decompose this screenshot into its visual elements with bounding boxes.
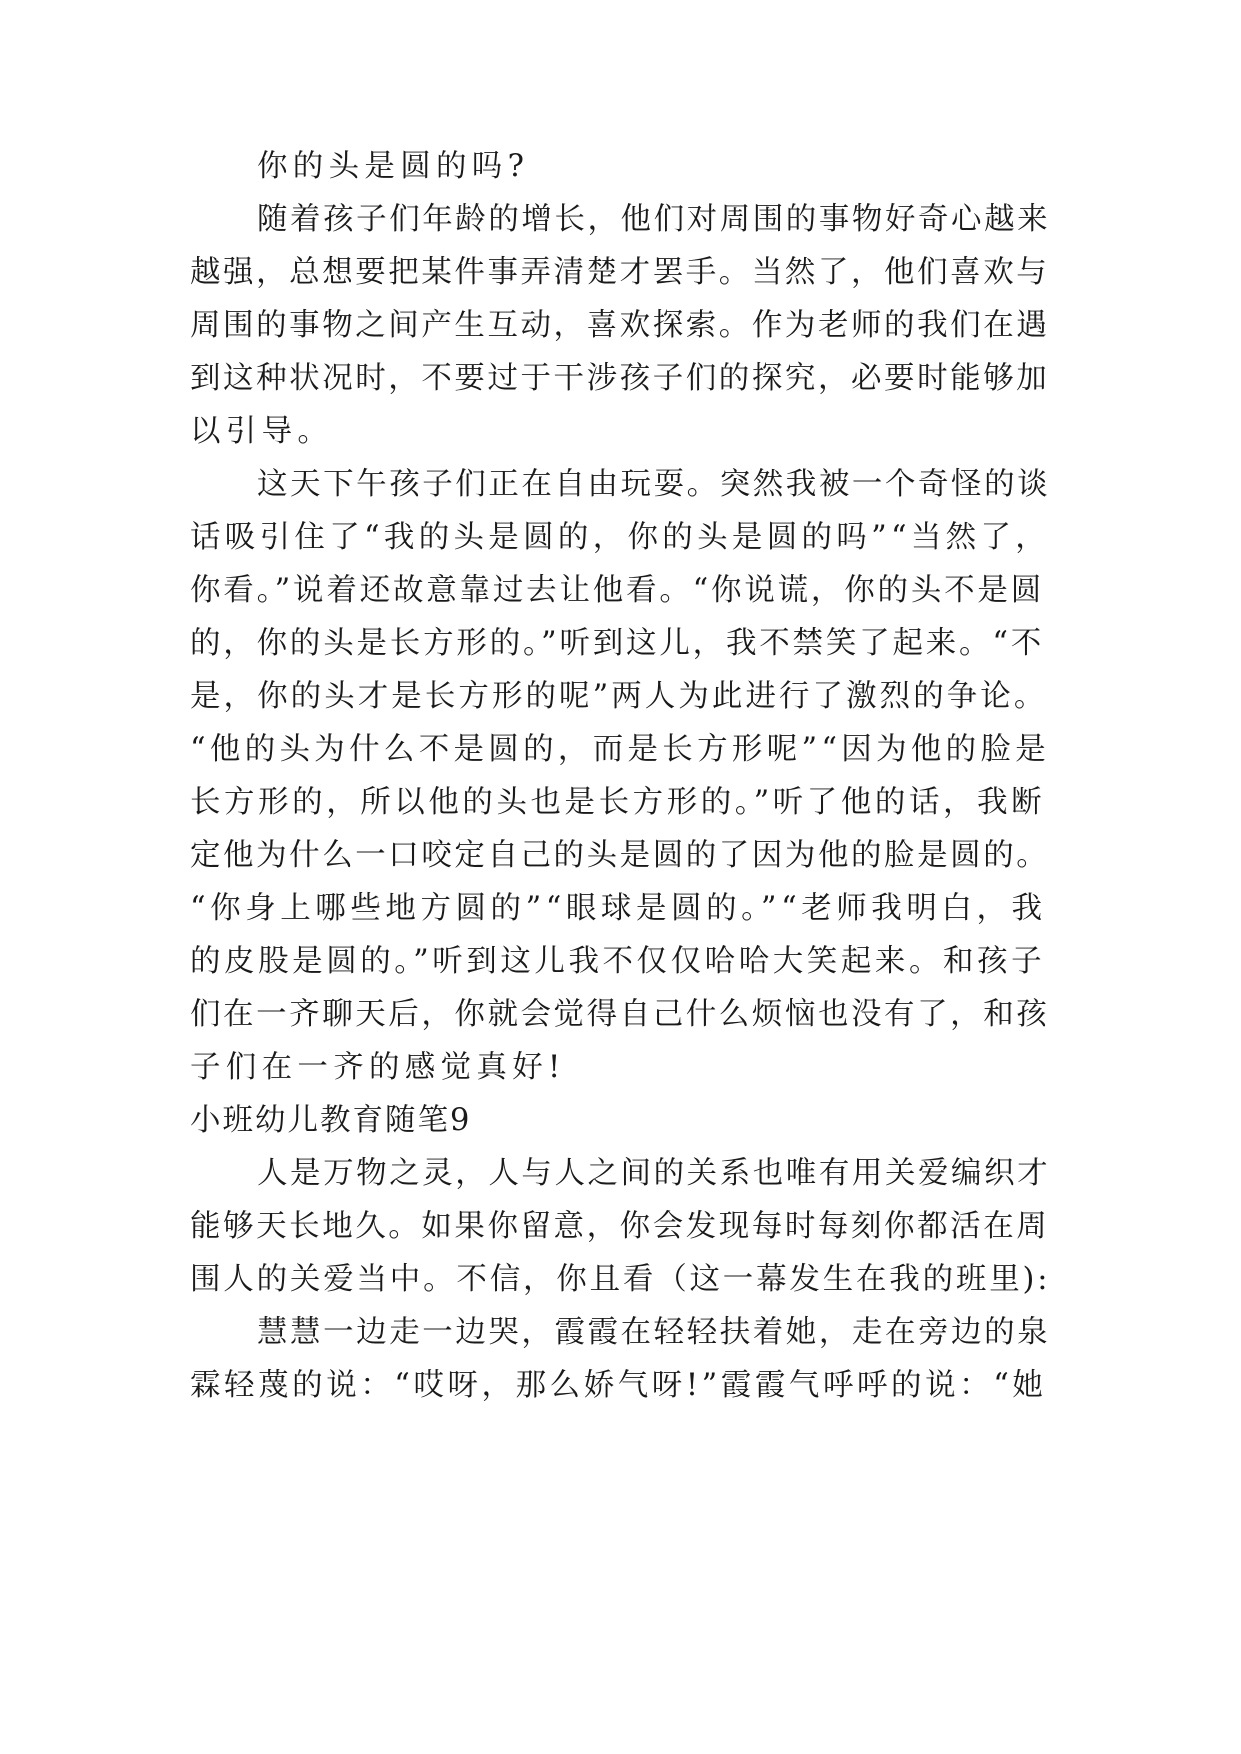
- text-line: 话吸引住了“我的头是圆的，你的头是圆的吗”“当然了，: [190, 520, 1051, 555]
- text-line: 的，你的头是长方形的。”听到这儿，我不禁笑了起来。“不: [190, 626, 1045, 661]
- text-line: 以引导。: [190, 414, 334, 449]
- text-line: 随着孩子们年龄的增长，他们对周围的事物好奇心越来: [257, 202, 1051, 237]
- text-line: 你的头是圆的吗?: [257, 149, 530, 184]
- text-line: 到这种状况时，不要过于干涉孩子们的探究，必要时能够加: [190, 361, 1050, 396]
- text-line: 定他为什么一口咬定自己的头是圆的了因为他的脸是圆的。: [190, 838, 1050, 873]
- text-line: 人是万物之灵，人与人之间的关系也唯有用关爱编织才: [257, 1156, 1051, 1191]
- text-line: “他的头为什么不是圆的，而是长方形呢”“因为他的脸是: [190, 732, 1051, 767]
- text-line: 越强，总想要把某件事弄清楚才罢手。当然了，他们喜欢与: [190, 255, 1050, 290]
- text-line: 们在一齐聊天后，你就会觉得自己什么烦恼也没有了，和孩: [190, 997, 1050, 1032]
- text-line: 你看。”说着还故意靠过去让他看。“你说谎，你的头不是圆: [190, 573, 1045, 608]
- text-line: 霖轻蔑的说：“哎呀，那么娇气呀!”霞霞气呼呼的说：“她: [190, 1368, 1047, 1403]
- text-line: 长方形的，所以他的头也是长方形的。”听了他的话，我断: [190, 785, 1046, 820]
- section-heading: 小班幼儿教育随笔9: [190, 1103, 472, 1138]
- text-line: 这天下午孩子们正在自由玩耍。突然我被一个奇怪的谈: [257, 467, 1051, 502]
- text-line: 慧慧一边走一边哭，霞霞在轻轻扶着她，走在旁边的泉: [257, 1315, 1051, 1350]
- text-line: 围人的关爱当中。不信，你且看（这一幕发生在我的班里):: [190, 1262, 1051, 1297]
- text-line: 是，你的头才是长方形的呢”两人为此进行了激烈的争论。: [190, 679, 1048, 714]
- text-line: “你身上哪些地方圆的”“眼球是圆的。”“老师我明白，我: [190, 891, 1047, 926]
- text-line: 能够天长地久。如果你留意，你会发现每时每刻你都活在周: [190, 1209, 1050, 1244]
- text-line: 周围的事物之间产生互动，喜欢探索。作为老师的我们在遇: [190, 308, 1050, 343]
- text-line: 的皮股是圆的。”听到这儿我不仅仅哈哈大笑起来。和孩子: [190, 944, 1046, 979]
- text-line: 子们在一齐的感觉真好!: [190, 1050, 566, 1085]
